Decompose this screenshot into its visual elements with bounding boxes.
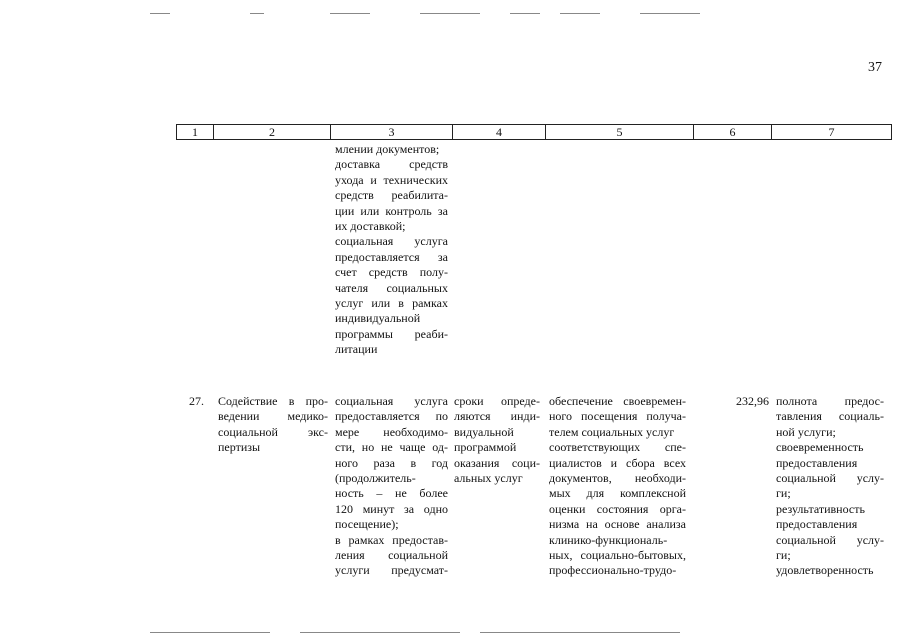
row27-col7-quality-indicators: полнота предос- тавления социаль- ной услуги; своевременность предоставления социальной услу- ги; результативность предоставления социальной услу- ги; удовлетворенность [776, 394, 884, 578]
table-header-row [176, 124, 892, 140]
row27-col3-description: социальная услуга предоставляется по мере необходимо- сти, но не чаще од- ного раза в год (продолжитель- ность – не более 120 минут за одно посещение); в рамках предостав- ления социальной услуги предусмат- [335, 394, 448, 578]
page-number: 37 [868, 60, 882, 75]
header-col-6: 6 [693, 125, 771, 139]
header-col-1: 1 [176, 125, 213, 139]
header-col-7: 7 [771, 125, 892, 139]
continuation-col3: млении документов; доставка средств ухода и технических средств реабилита- ции или контроль за их доставкой; социальная услуга предоставляется за счет средств полу- чателя социальных услуг или в рамках индивидуальной программы реаби- литации [335, 142, 448, 357]
header-col-4: 4 [452, 125, 545, 139]
row27-number: 27. [189, 394, 204, 408]
row27-col4-terms: сроки опреде- ляются инди- видуальной программой оказания соци- альных услуг [454, 394, 540, 486]
header-col-2: 2 [213, 125, 330, 139]
row27-col2-service-name: Содействие в про- ведении медико- социальной экс- пертизы [218, 394, 328, 455]
header-col-3: 3 [330, 125, 452, 139]
row27-col6-tariff: 232,96 [736, 394, 769, 408]
header-col-5: 5 [545, 125, 693, 139]
row27-col5-standard: обеспечение своевремен- ного посещения получа- телем социальных услуг соответствующих спе- циалистов и сбора всех документов, необходи- мых для комплексной оценки состояния орга- низма на основе анализа клинико-функциональ- ных, социально-бытовых, профессионально-трудо- [549, 394, 686, 578]
